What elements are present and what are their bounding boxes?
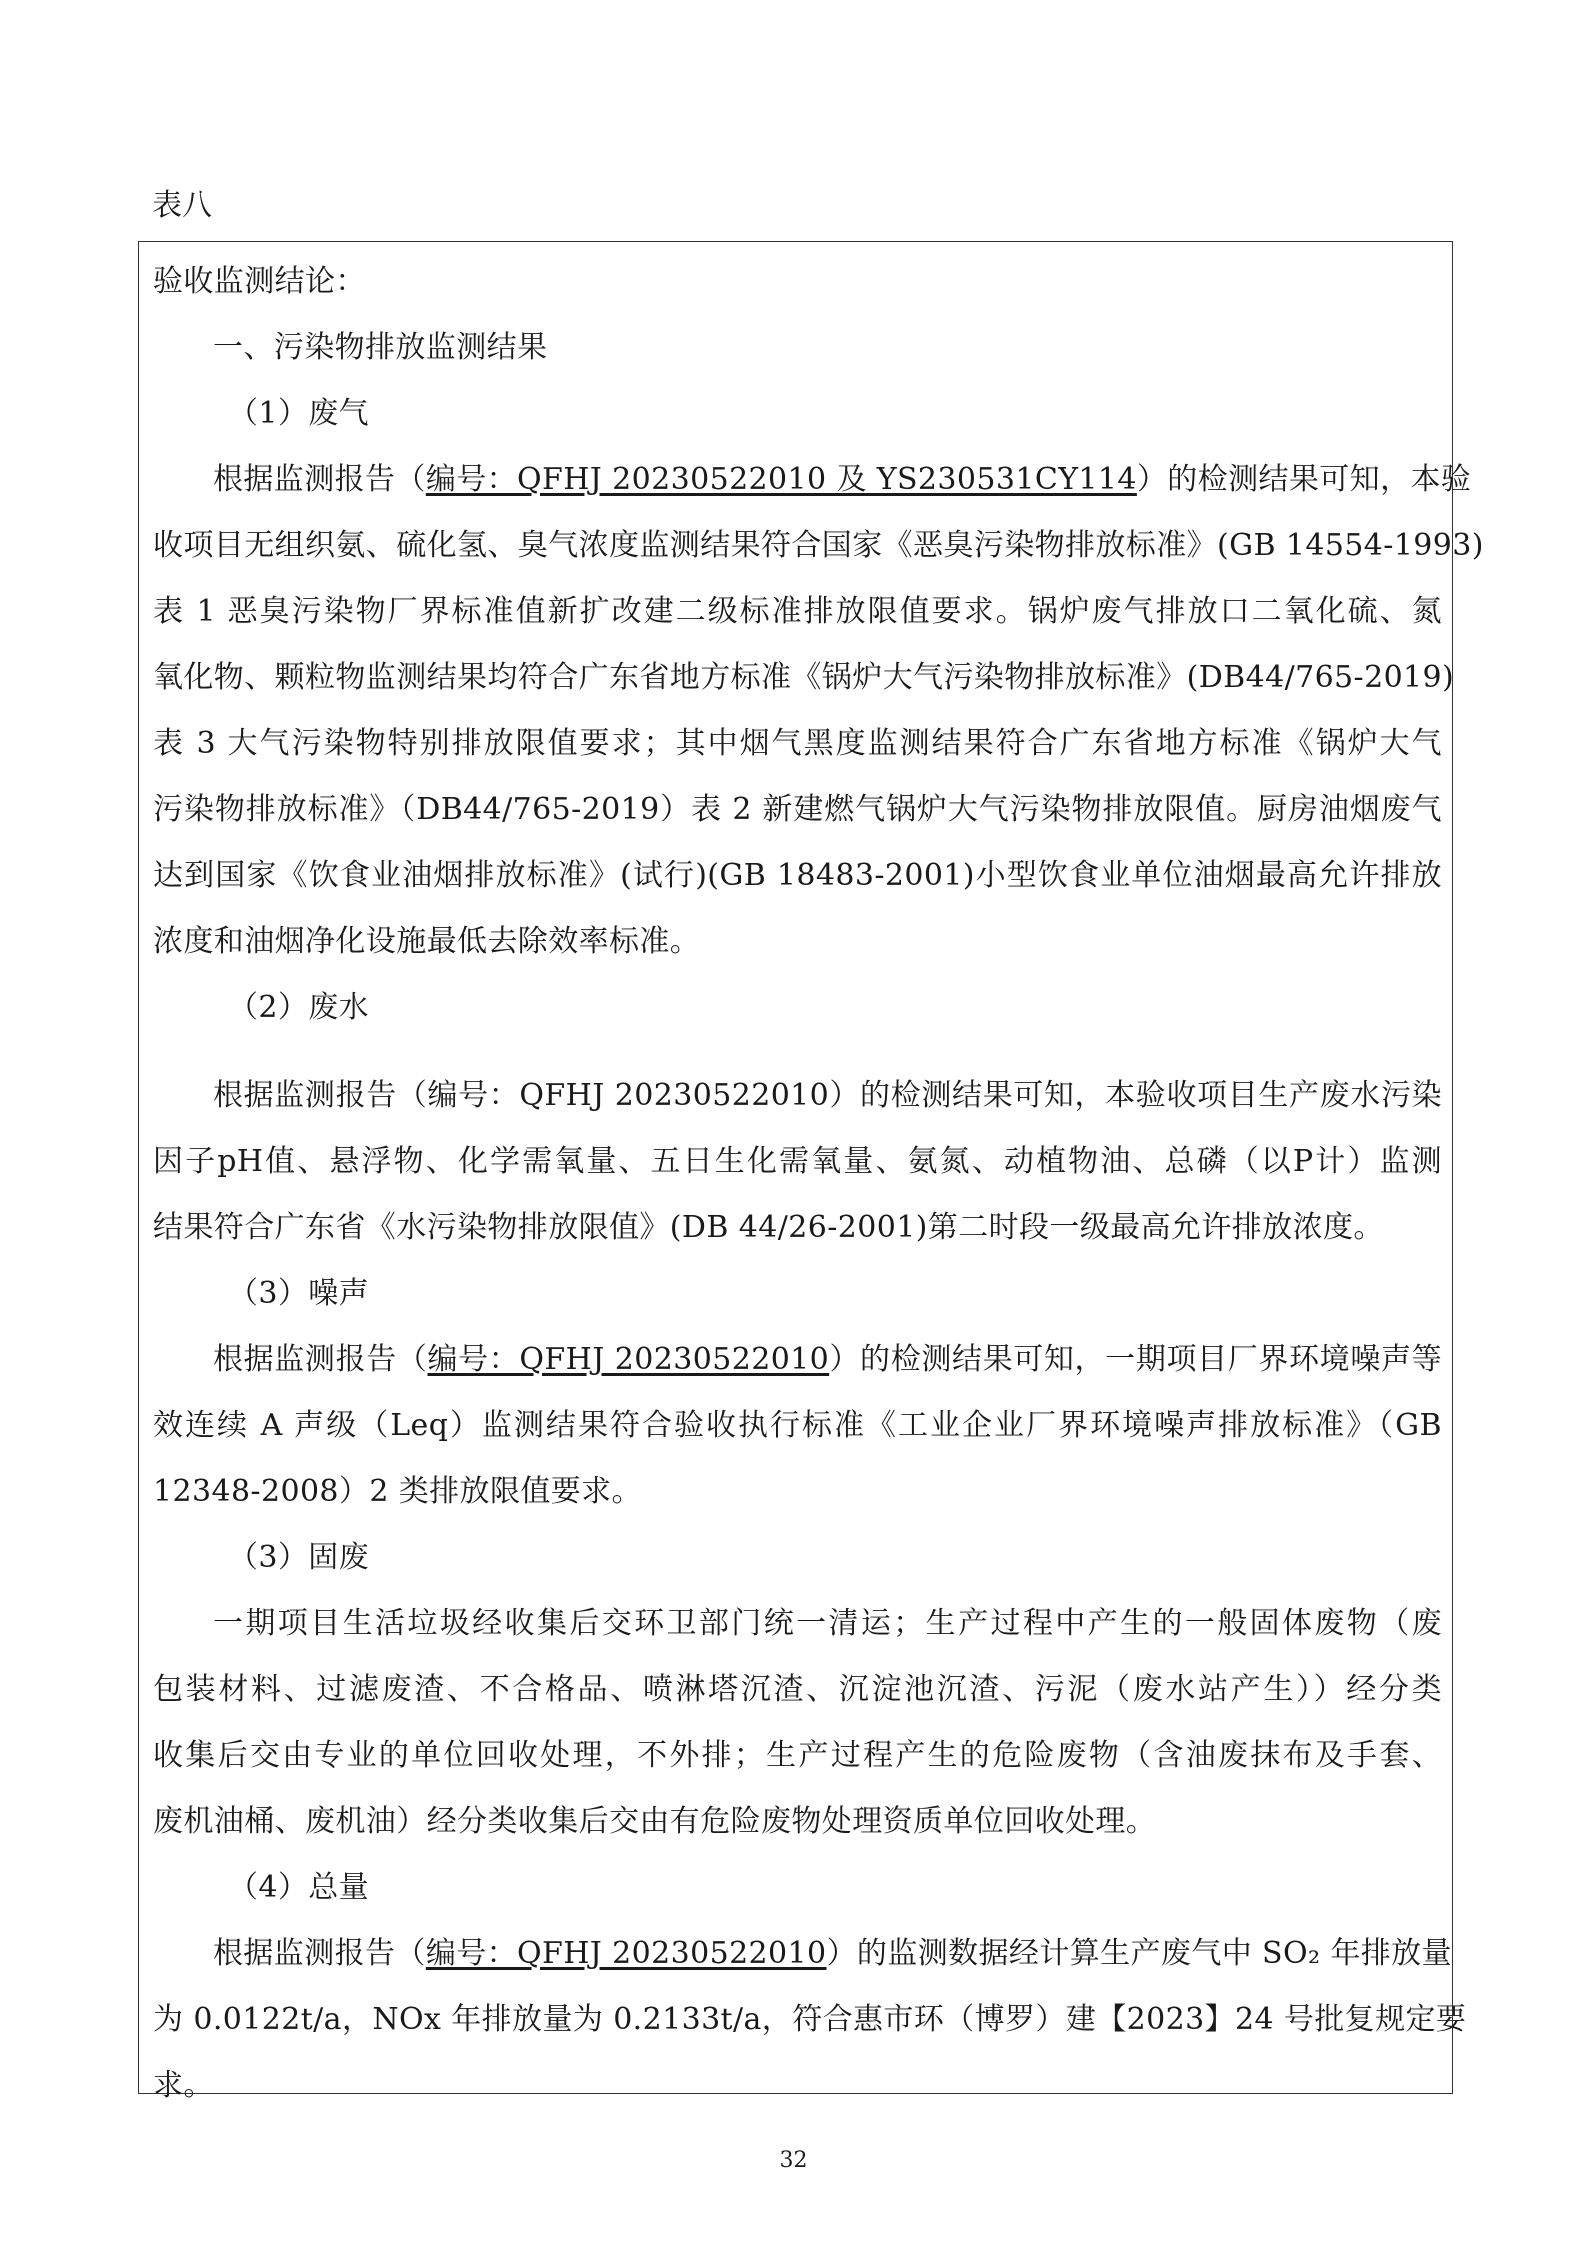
total-line: 为 0.0122t/a，NOx 年排放量为 0.2133t/a，符合惠市环（博罗）建【2023】24 号批复规定要 xyxy=(153,2002,1467,2037)
conclusion-frame xyxy=(138,241,1484,2103)
waste-water-line: 因子pH值、悬浮物、化学需氧量、五日生化需氧量、氨氮、动植物油、总磷（以P计）监测 xyxy=(153,1144,1442,1179)
total-line: 根据监测报告（编号：QFHJ 20230522010）的监测数据经计算生产废气中 SO₂ 年排放量 xyxy=(213,1936,1452,1971)
report-number: 编号：QFHJ 20230522010 xyxy=(427,1342,830,1377)
noise-title: （3）噪声 xyxy=(228,1276,370,1311)
waste-gas-line: 氧化物、颗粒物监测结果均符合广东省地方标准《锅炉大气污染物排放标准》(DB44/765-2019) xyxy=(153,660,1455,695)
waste-gas-line: 根据监测报告（编号：QFHJ 20230522010 及 YS230531CY114）的检测结果可知，本验 xyxy=(213,462,1472,497)
waste-gas-line: 达到国家《饮食业油烟排放标准》(试行)(GB 18483-2001)小型饮食业单位油烟最高允许排放 xyxy=(153,858,1442,893)
noise-line: 12348-2008）2 类排放限值要求。 xyxy=(153,1474,642,1509)
solid-waste-line: 一期项目生活垃圾经收集后交环卫部门统一清运；生产过程中产生的一般固体废物（废 xyxy=(213,1606,1442,1641)
page-number: 32 xyxy=(779,2148,808,2173)
section-title: 一、污染物排放监测结果 xyxy=(213,330,548,365)
waste-gas-line: 表 3 大气污染物特别排放限值要求；其中烟气黑度监测结果符合广东省地方标准《锅炉大气 xyxy=(153,726,1442,761)
solid-waste-title: （3）固废 xyxy=(228,1540,370,1575)
waste-water-line: 结果符合广东省《水污染物排放限值》(DB 44/26-2001)第二时段一级最高允许排放浓度。 xyxy=(153,1210,1384,1245)
waste-water-title: （2）废水 xyxy=(228,990,370,1025)
total-title: （4）总量 xyxy=(228,1870,370,1905)
report-number: 编号：QFHJ 20230522010 及 YS230531CY114 xyxy=(425,462,1137,497)
heading: 验收监测结论： xyxy=(153,264,366,299)
noise-line: 根据监测报告（编号：QFHJ 20230522010）的检测结果可知，一期项目厂界环境噪声等 xyxy=(213,1342,1442,1377)
noise-line: 效连续 A 声级（Leq）监测结果符合验收执行标准《工业企业厂界环境噪声排放标准》（GB xyxy=(153,1408,1442,1443)
waste-gas-line: 污染物排放标准》（DB44/765-2019）表 2 新建燃气锅炉大气污染物排放限值。厨房油烟废气 xyxy=(153,792,1442,827)
total-line: 求。 xyxy=(153,2068,214,2103)
waste-gas-line: 浓度和油烟净化设施最低去除效率标准。 xyxy=(153,924,701,959)
waste-gas-title: （1）废气 xyxy=(228,396,370,431)
solid-waste-line: 包装材料、过滤废渣、不合格品、喷淋塔沉渣、沉淀池沉渣、污泥（废水站产生））经分类 xyxy=(153,1672,1442,1707)
table-label: 表八 xyxy=(152,188,212,223)
report-number: 编号：QFHJ 20230522010 xyxy=(425,1936,827,1971)
solid-waste-line: 收集后交由专业的单位回收处理，不外排；生产过程产生的危险废物（含油废抹布及手套、 xyxy=(153,1738,1442,1773)
waste-gas-line: 收项目无组织氨、硫化氢、臭气浓度监测结果符合国家《恶臭污染物排放标准》(GB 14554-1993) xyxy=(153,528,1484,563)
solid-waste-line: 废机油桶、废机油）经分类收集后交由有危险废物处理资质单位回收处理。 xyxy=(153,1804,1157,1839)
waste-gas-line: 表 1 恶臭污染物厂界标准值新扩改建二级标准排放限值要求。锅炉废气排放口二氧化硫、氮 xyxy=(153,594,1442,629)
waste-water-line: 根据监测报告（编号：QFHJ 20230522010）的检测结果可知，本验收项目生产废水污染 xyxy=(213,1078,1442,1113)
